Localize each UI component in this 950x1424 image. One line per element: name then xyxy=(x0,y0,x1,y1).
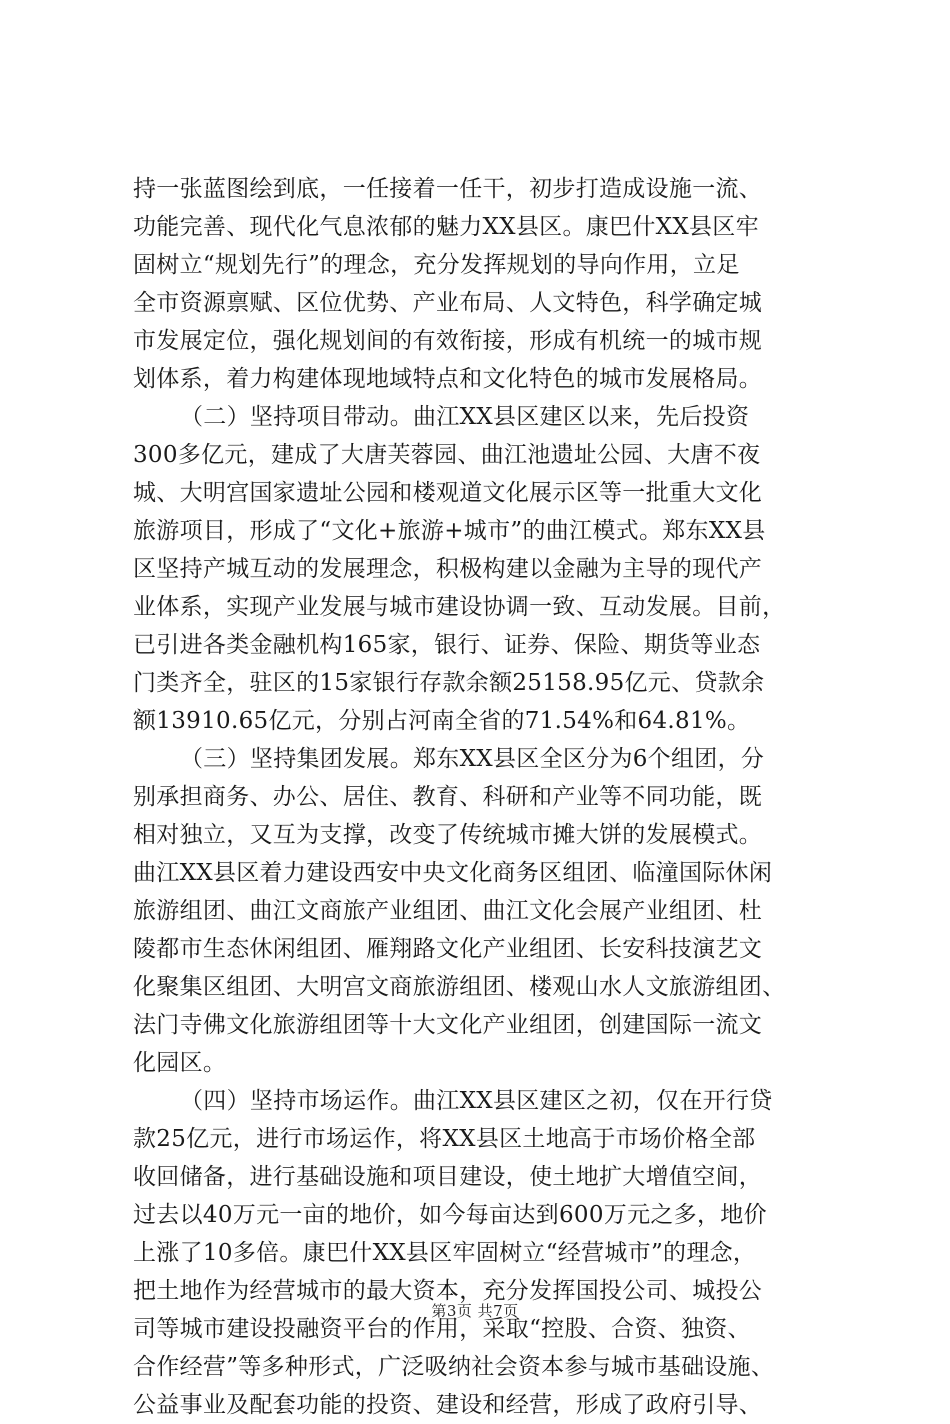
text-line: 全市资源禀赋、区位优势、产业布局、人文特色，科学确定城 xyxy=(133,290,763,316)
text-line: 化聚集区组团、大明宫文商旅游组团、楼观山水人文旅游组团、 xyxy=(133,974,786,1000)
text-line: 业体系，实现产业发展与城市建设协调一致、互动发展。目前， xyxy=(133,594,786,620)
text-line: 持一张蓝图绘到底，一任接着一任干，初步打造成设施一流、 xyxy=(133,176,763,202)
text-line: 曲江XX县区着力建设西安中央文化商务区组团、临潼国际休闲 xyxy=(133,860,773,886)
text-line: 旅游项目，形成了“文化+旅游+城市”的曲江模式。郑东XX县 xyxy=(133,518,766,544)
text-line: 已引进各类金融机构165家，银行、证券、保险、期货等业态 xyxy=(133,632,761,658)
text-line: 陵都市生态休闲组团、雁翔路文化产业组团、长安科技演艺文 xyxy=(133,936,763,962)
text-line: 公益事业及配套功能的投资、建设和经营，形成了政府引导、 xyxy=(133,1392,763,1418)
text-line: 款25亿元，进行市场运作，将XX县区土地高于市场价格全部 xyxy=(133,1126,756,1152)
paragraph-first-line: （四）坚持市场运作。曲江XX县区建区之初，仅在开行贷 xyxy=(180,1088,773,1114)
text-line: 市发展定位，强化规划间的有效衔接，形成有机统一的城市规 xyxy=(133,328,763,354)
page-footer: 第3页 共7页 xyxy=(431,1302,519,1320)
text-line: 相对独立，又互为支撑，改变了传统城市摊大饼的发展模式。 xyxy=(133,822,763,848)
paragraph-first-line: （三）坚持集团发展。郑东XX县区全区分为6个组团，分 xyxy=(180,746,765,772)
text-line: 门类齐全，驻区的15家银行存款余额25158.95亿元、贷款余 xyxy=(133,670,765,696)
text-line: 区坚持产城互动的发展理念，积极构建以金融为主导的现代产 xyxy=(133,556,763,582)
paragraph-first-line: （二）坚持项目带动。曲江XX县区建区以来，先后投资 xyxy=(180,404,750,430)
text-line: 法门寺佛文化旅游组团等十大文化产业组团，创建国际一流文 xyxy=(133,1012,763,1038)
text-line: 额13910.65亿元，分别占河南全省的71.54%和64.81%。 xyxy=(133,708,751,734)
text-line: 过去以40万元一亩的地价，如今每亩达到600万元之多，地价 xyxy=(133,1202,767,1228)
text-line: 功能完善、现代化气息浓郁的魅力XX县区。康巴什XX县区牢 xyxy=(133,214,759,240)
text-line: 收回储备，进行基础设施和项目建设，使土地扩大增值空间， xyxy=(133,1164,763,1190)
text-line: 司等城市建设投融资平台的作用，采取“控股、合资、独资、 xyxy=(133,1316,751,1342)
text-line: 固树立“规划先行”的理念，充分发挥规划的导向作用，立足 xyxy=(133,252,740,278)
text-line: 别承担商务、办公、居住、教育、科研和产业等不同功能，既 xyxy=(133,784,763,810)
text-line: 把土地作为经营城市的最大资本，充分发挥国投公司、城投公 xyxy=(133,1278,763,1304)
text-line: 300多亿元，建成了大唐芙蓉园、曲江池遗址公园、大唐不夜 xyxy=(133,442,761,468)
body-text xyxy=(133,170,823,1424)
text-line: 上涨了10多倍。康巴什XX县区牢固树立“经营城市”的理念， xyxy=(133,1240,757,1266)
text-line: 合作经营”等多种形式，广泛吸纳社会资本参与城市基础设施、 xyxy=(133,1354,775,1380)
text-line: 旅游组团、曲江文商旅产业组团、曲江文化会展产业组团、杜 xyxy=(133,898,763,924)
text-line: 划体系，着力构建体现地域特点和文化特色的城市发展格局。 xyxy=(133,366,763,392)
text-line: 化园区。 xyxy=(133,1050,227,1076)
text-line: 城、大明宫国家遗址公园和楼观道文化展示区等一批重大文化 xyxy=(133,480,763,506)
